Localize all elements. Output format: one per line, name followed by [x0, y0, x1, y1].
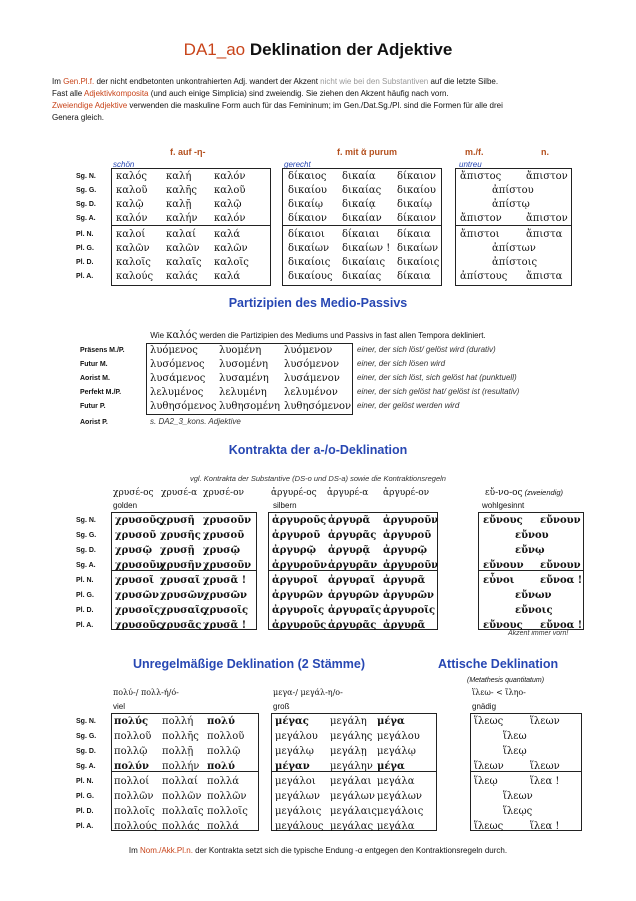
- form-cell: ἀργυραῖ: [328, 575, 376, 586]
- form-cell: πολλοῖς: [207, 806, 248, 817]
- row-label: Perfekt M./P.: [80, 389, 122, 396]
- form-cell: ἀργυρᾶ: [328, 515, 371, 526]
- form-cell: δίκαιον: [397, 213, 436, 224]
- form-cell: εὔνουν: [540, 560, 581, 571]
- form-cell: χρυσοῖς: [203, 605, 249, 616]
- form-cell: πολλάς: [162, 821, 200, 832]
- form-cell: δίκαιοι: [288, 229, 325, 240]
- form-cell: πολλοῦ: [114, 731, 152, 742]
- form-cell: δικαίῳ: [288, 199, 324, 210]
- form-cell: καλήν: [166, 213, 198, 224]
- meaning-golden: golden: [113, 501, 138, 510]
- form-cell: καλαί: [166, 229, 197, 240]
- form-cell: χρυσῶν: [203, 590, 247, 601]
- form-cell: καλόν: [214, 213, 246, 224]
- form-cell: χρυσῇ: [160, 545, 195, 556]
- form-cell: μεγάλῃ: [330, 746, 367, 757]
- form-cell: ἀργυροῦ: [383, 530, 432, 541]
- kontrakta-subline: vgl. Kontrakta der Substantive (DS-o und DS-a) sowie die Kontraktionsregeln: [190, 474, 446, 483]
- form-cell: λυόμενον: [284, 345, 333, 356]
- form-cell: χρυσοῦν: [203, 515, 252, 526]
- form-cell: ἀργυροῦν: [272, 560, 328, 571]
- form-cell: χρυσῶν: [115, 590, 159, 601]
- form-cell: δίκαιον: [288, 213, 327, 224]
- row-label: Sg. N.: [76, 517, 96, 524]
- form-cell: ἀργυρᾶς: [328, 620, 377, 631]
- page-title: [0, 40, 636, 60]
- form-cell: πολλά: [207, 821, 240, 832]
- sg-pl-divider: [282, 225, 442, 226]
- form-cell: ἄπιστοι: [460, 229, 500, 240]
- form-cell: πολλῷ: [207, 746, 241, 757]
- form-cell: εὔνουν: [483, 560, 524, 571]
- form-cell: λυθησομένη: [219, 401, 281, 412]
- form-cell: δικαίων: [288, 243, 330, 254]
- form-cell: πολλῇ: [162, 746, 194, 757]
- row-label: Pl. A.: [76, 823, 94, 830]
- form-cell: ἀπίστους: [460, 271, 508, 282]
- form-cell: μεγάλης: [330, 731, 373, 742]
- form-cell: ἵλεων: [474, 761, 504, 772]
- header-eta: f. auf -η-: [170, 147, 206, 157]
- form-cell: μεγάλῳ: [275, 746, 314, 757]
- form-cell: ἀργυραῖς: [328, 605, 382, 616]
- form-cell: δίκαιος: [288, 171, 327, 182]
- form-cell: εὔνων: [515, 590, 552, 601]
- form-cell: μέγα: [377, 761, 405, 772]
- form-cell: ἀργυροῖ: [272, 575, 319, 586]
- meaning-silbern: silbern: [273, 501, 297, 510]
- header-alpha-purum: f. mit ᾰ purum: [337, 147, 398, 157]
- form-cell: πολλή: [162, 716, 194, 727]
- participle-meaning: einer, der sich löst/ gelöst wird (durativ): [357, 345, 496, 354]
- form-cell: καλάς: [166, 271, 198, 282]
- stem-label: ἀργυρέ-ος: [271, 488, 317, 498]
- form-cell: ἵλεως: [474, 821, 504, 832]
- form-cell: εὔνῳ: [515, 545, 545, 556]
- form-cell: πολλῶν: [162, 791, 202, 802]
- partizipien-intro: Wie καλός werden die Partizipien des Mediums und Passivs in fast allen Tempora dekliniert.: [150, 330, 486, 341]
- row-label: Präsens M./P.: [80, 347, 125, 354]
- form-cell: καλόν: [116, 213, 148, 224]
- form-cell: ἀργυρᾶς: [328, 530, 377, 541]
- row-label: Pl. A.: [76, 273, 94, 280]
- form-cell: καλῇ: [166, 199, 192, 210]
- heading-partizipien: Partizipien des Medio-Passivs: [228, 296, 408, 310]
- participle-meaning: einer, der sich löst, sich gelöst hat (punktuell): [357, 373, 517, 382]
- form-cell: μεγάλα: [377, 821, 415, 832]
- form-cell: καλαῖς: [166, 257, 202, 268]
- form-cell: ἀργυρῷ: [383, 545, 428, 556]
- form-cell: χρυσᾶ !: [203, 620, 247, 631]
- form-cell: μέγας: [275, 716, 309, 727]
- form-cell: ἀργυρῷ: [272, 545, 317, 556]
- form-cell: δικαίου: [397, 185, 436, 196]
- form-cell: ἀργυρᾶν: [328, 560, 378, 571]
- form-cell: καλά: [214, 271, 241, 282]
- participle-meaning: einer, der sich gelöst hat/ gelöst ist (resultativ): [357, 387, 520, 396]
- form-cell: πολύ: [207, 716, 235, 727]
- row-label: Sg. G.: [76, 532, 97, 539]
- form-cell: ἵλεα !: [530, 776, 560, 787]
- form-cell: εὔνου: [515, 530, 549, 541]
- form-cell: πολύς: [114, 716, 149, 727]
- form-cell: δικαίων: [397, 243, 439, 254]
- meaning-viel: viel: [113, 702, 126, 711]
- form-cell: εὔνουν: [540, 515, 581, 526]
- footer-note: Im Nom./Akk.Pl.n. der Kontrakta setzt sich die typische Endung -α entgegen den Kontraktionsregeln durch.: [128, 846, 508, 855]
- form-cell: χρυσοῦς: [115, 515, 163, 526]
- form-cell: χρυσοῖ: [115, 575, 155, 586]
- form-cell: ἀργυροῦν: [383, 560, 439, 571]
- form-cell: μεγάλαις: [330, 806, 378, 817]
- meaning-wohlgesinnt: wohlgesinnt: [482, 501, 525, 510]
- form-cell: εὔνους: [483, 515, 523, 526]
- title-text: Deklination der Adjektive: [249, 40, 453, 59]
- form-cell: λυσόμενος: [150, 359, 205, 370]
- form-cell: μέγαν: [275, 761, 310, 772]
- form-cell: λυθησόμενος: [150, 401, 217, 412]
- form-cell: μεγάλα: [377, 776, 415, 787]
- stem-label: χρυσέ-α: [161, 488, 198, 498]
- row-label: Sg. D.: [76, 547, 96, 554]
- form-cell: καλά: [214, 229, 241, 240]
- sg-pl-divider: [455, 225, 572, 226]
- form-cell: λυθησόμενον: [284, 401, 352, 412]
- form-cell: πολλούς: [114, 821, 157, 832]
- form-cell: ἵλεῳς: [503, 806, 533, 817]
- participle-meaning: einer, der sich lösen wird: [357, 359, 446, 368]
- form-cell: ἀργυροῖς: [383, 605, 436, 616]
- form-cell: πολύ: [207, 761, 235, 772]
- form-cell: δικαίας: [342, 271, 382, 282]
- form-cell: πολλῶν: [114, 791, 154, 802]
- row-label: Pl. D.: [76, 607, 94, 614]
- form-cell: χρυσῆ: [160, 515, 195, 526]
- header-mf: m./f.: [465, 147, 484, 157]
- form-cell: δικαίαις: [342, 257, 386, 268]
- row-label: Pl. N.: [76, 231, 94, 238]
- heading-unregelmaessig: Unregelmäßige Deklination (2 Stämme): [133, 657, 366, 671]
- form-cell: δίκαιον: [397, 171, 436, 182]
- form-cell: λελυμένη: [219, 387, 267, 398]
- form-cell: δικαία: [342, 171, 376, 182]
- form-cell: καλῶν: [166, 243, 200, 254]
- form-cell: ἀργυρᾷ: [328, 545, 371, 556]
- form-cell: λυσαμένη: [219, 373, 269, 384]
- form-cell: μεγάλοις: [275, 806, 322, 817]
- form-cell: δίκαια: [397, 271, 431, 282]
- form-cell: λελυμένος: [150, 387, 204, 398]
- form-cell: ἄπιστος: [460, 171, 502, 182]
- form-cell: ἀργυροῦ: [272, 530, 321, 541]
- form-cell: λυόμενος: [150, 345, 198, 356]
- form-cell: καλῷ: [116, 199, 144, 210]
- form-cell: ἀργυροῦν: [383, 515, 439, 526]
- form-cell: χρυσᾶ !: [203, 575, 247, 586]
- meaning-untreu: untreu: [459, 160, 482, 169]
- form-cell: ἄπιστον: [526, 171, 568, 182]
- row-label: Pl. D.: [76, 808, 94, 815]
- form-cell: ἄπιστα: [526, 271, 563, 282]
- form-cell: ἀργυρᾶ: [383, 620, 426, 631]
- form-cell: χρυσῶν: [160, 590, 204, 601]
- form-cell: ἵλεῳ: [503, 746, 527, 757]
- form-cell: ἀργυρῶν: [383, 590, 434, 601]
- form-cell: ἀπίστου: [492, 185, 534, 196]
- stem-megas: μεγα-/ μεγάλ-η/ο-: [273, 688, 343, 697]
- row-label: Sg. A.: [76, 562, 96, 569]
- form-cell: πολλῆς: [162, 731, 199, 742]
- form-cell: μεγάλων: [275, 791, 320, 802]
- form-cell: δικαίαν: [342, 213, 382, 224]
- row-label: Sg. D.: [76, 748, 96, 755]
- row-label: Sg. A.: [76, 215, 96, 222]
- form-cell: πολλήν: [162, 761, 200, 772]
- form-cell: δικαίᾳ: [342, 199, 376, 210]
- aorist-note: s. DA2_3_kons. Adjektive: [150, 417, 241, 426]
- form-cell: χρυσοῦν: [203, 560, 252, 571]
- form-cell: πολλά: [207, 776, 240, 787]
- form-cell: δικαίῳ: [397, 199, 433, 210]
- form-cell: πολλοῖς: [114, 806, 155, 817]
- meaning-gross: groß: [273, 702, 290, 711]
- stem-label: ἀργυρέ-ον: [383, 488, 430, 498]
- form-cell: ἀργυροῦς: [272, 620, 327, 631]
- form-cell: χρυσοῦς: [115, 620, 163, 631]
- row-label: Sg. G.: [76, 187, 97, 194]
- stem-polys: πολύ-/ πολλ-ή/ό-: [113, 688, 179, 697]
- form-cell: δίκαια: [397, 229, 431, 240]
- row-label: Futur M.: [80, 361, 108, 368]
- form-cell: χρυσοῖς: [115, 605, 161, 616]
- form-cell: πολλαῖς: [162, 806, 204, 817]
- row-label: Aorist M.: [80, 375, 110, 382]
- row-label: Sg. A.: [76, 763, 96, 770]
- form-cell: ἵλεων: [530, 716, 560, 727]
- form-cell: ἀργυροῖς: [272, 605, 325, 616]
- form-cell: καλῶν: [116, 243, 150, 254]
- form-cell: πολλοῦ: [207, 731, 245, 742]
- form-cell: καλοῦ: [214, 185, 246, 196]
- form-cell: ἀπίστων: [492, 243, 536, 254]
- heading-attisch: Attische Deklination: [438, 657, 559, 671]
- row-label: Pl. G.: [76, 592, 94, 599]
- form-cell: μεγάλους: [275, 821, 324, 832]
- participle-meaning: einer, der gelöst werden wird: [357, 401, 460, 410]
- form-cell: ἄπιστον: [460, 213, 502, 224]
- form-cell: εὖνοι: [483, 575, 515, 586]
- header-n: n.: [541, 147, 549, 157]
- form-cell: καλοῖς: [214, 257, 249, 268]
- form-cell: ἀργυρῶν: [328, 590, 379, 601]
- form-cell: χρυσοῦ: [115, 530, 157, 541]
- form-cell: ἀργυρῶν: [272, 590, 323, 601]
- form-cell: μέγα: [377, 716, 405, 727]
- accent-note: Akzent immer vorn!: [508, 630, 569, 637]
- form-cell: δικαίους: [288, 271, 333, 282]
- form-cell: πολλῶν: [207, 791, 247, 802]
- row-label: Sg. N.: [76, 718, 96, 725]
- form-cell: χρυσῆς: [160, 530, 201, 541]
- form-cell: μεγάλων: [330, 791, 375, 802]
- form-cell: λυομένη: [219, 345, 262, 356]
- form-cell: ἵλεων: [530, 761, 560, 772]
- form-cell: μεγάλη: [330, 716, 367, 727]
- row-label: Pl. D.: [76, 259, 94, 266]
- form-cell: ἀπίστοις: [492, 257, 538, 268]
- form-cell: μεγάλῳ: [377, 746, 416, 757]
- form-cell: ἀπίστῳ: [492, 199, 530, 210]
- form-cell: καλοί: [116, 229, 146, 240]
- row-label: Pl. A.: [76, 622, 94, 629]
- stem-label: χρυσέ-ον: [203, 488, 244, 498]
- form-cell: μεγάλου: [377, 731, 420, 742]
- meaning-gerecht: gerecht: [284, 160, 311, 169]
- form-cell: ἵλεῳ: [474, 776, 498, 787]
- meaning-schoen: schön: [113, 160, 135, 169]
- form-cell: λυσόμενον: [284, 359, 340, 370]
- form-cell: μεγάλων: [377, 791, 422, 802]
- form-cell: δικαίου: [288, 185, 327, 196]
- form-cell: καλοῖς: [116, 257, 151, 268]
- form-cell: δικαίας: [342, 185, 382, 196]
- form-cell: χρυσῆν: [160, 560, 202, 571]
- form-cell: ἀργυρᾶ: [383, 575, 426, 586]
- row-label: Futur P.: [80, 403, 106, 410]
- form-cell: δίκαιαι: [342, 229, 380, 240]
- form-cell: πολλαί: [162, 776, 198, 787]
- form-cell: μεγάλην: [330, 761, 373, 772]
- heading-kontrakta: Kontrakta der a-/o-Deklination: [228, 443, 408, 457]
- form-cell: πολλῷ: [114, 746, 148, 757]
- form-cell: χρυσαῖς: [160, 605, 207, 616]
- form-cell: χρυσοῦ: [203, 530, 245, 541]
- metathesis-note: (Metathesis quantitatum): [467, 677, 545, 684]
- form-cell: μεγάλας: [330, 821, 374, 832]
- row-label: Pl. G.: [76, 245, 94, 252]
- form-cell: λυσάμενον: [284, 373, 340, 384]
- form-cell: ἄπιστον: [526, 213, 568, 224]
- form-cell: εὔνοις: [515, 605, 553, 616]
- form-cell: καλή: [166, 171, 192, 182]
- form-cell: χρυσαῖ: [160, 575, 201, 586]
- form-cell: ἵλεων: [503, 791, 533, 802]
- form-cell: εὔνοα !: [540, 575, 583, 586]
- form-cell: καλῷ: [214, 199, 242, 210]
- form-cell: μεγάλοις: [377, 806, 424, 817]
- form-cell: εὔνους: [483, 620, 523, 631]
- form-cell: ἵλεως: [474, 716, 504, 727]
- form-cell: δικαίοις: [397, 257, 440, 268]
- form-cell: καλόν: [214, 171, 246, 182]
- sg-pl-divider: [111, 225, 271, 226]
- form-cell: μεγάλου: [275, 731, 318, 742]
- form-cell: μεγάλοι: [275, 776, 316, 787]
- form-cell: λυσομένη: [219, 359, 269, 370]
- form-cell: καλοῦ: [116, 185, 148, 196]
- form-cell: ἄπιστα: [526, 229, 563, 240]
- stem-hileos: ἵλεω- < ἵληο-: [472, 688, 526, 697]
- stem-label: χρυσέ-ος: [113, 488, 154, 498]
- form-cell: δικαίοις: [288, 257, 331, 268]
- form-cell: ἀργυροῦς: [272, 515, 327, 526]
- intro-text: Im Gen.Pl.f. der nicht endbetonten unkontrahierten Adj. wandert der Akzent nicht wie bei den Substantiven auf die letzte Silbe. Fast alle Adjektivkomposita (und auch einige Simplicia) sind zweiendig. Sie ziehen den Akzent häufig nach vorn. Zweiendige Adjektive verwenden die maskuline Form auch für das Femininum; im Gen./Dat.Sg./Pl. sind die Formen für alle drei Genera gleich.: [52, 77, 503, 122]
- row-label: Pl. N.: [76, 577, 94, 584]
- form-cell: καλούς: [116, 271, 154, 282]
- row-label: Aorist P.: [80, 419, 108, 426]
- stem-label: ἀργυρέ-α: [327, 488, 369, 498]
- form-cell: πολλοί: [114, 776, 150, 787]
- row-label: Sg. D.: [76, 201, 96, 208]
- document-code: DA1_ao: [183, 40, 246, 59]
- row-label: Sg. N.: [76, 173, 96, 180]
- form-cell: μεγάλαι: [330, 776, 372, 787]
- form-cell: εὔνοα !: [540, 620, 583, 631]
- row-label: Pl. G.: [76, 793, 94, 800]
- form-cell: χρυσᾶς: [160, 620, 202, 631]
- form-cell: πολύν: [114, 761, 149, 772]
- stem-eunoos: εὔ-νο-ος (zweiendig): [485, 488, 564, 498]
- form-cell: ἵλεα !: [530, 821, 560, 832]
- form-cell: χρυσῷ: [203, 545, 241, 556]
- form-cell: καλός: [116, 171, 147, 182]
- form-cell: καλῆς: [166, 185, 197, 196]
- meaning-gnaedig: gnädig: [472, 702, 497, 711]
- form-cell: καλῶν: [214, 243, 248, 254]
- form-cell: λελυμένον: [284, 387, 338, 398]
- form-cell: χρυσοῦν: [115, 560, 164, 571]
- row-label: Pl. N.: [76, 778, 94, 785]
- form-cell: δικαίων !: [342, 243, 391, 254]
- form-cell: χρυσῷ: [115, 545, 153, 556]
- form-cell: ἵλεω: [503, 731, 527, 742]
- row-label: Sg. G.: [76, 733, 97, 740]
- form-cell: λυσάμενος: [150, 373, 206, 384]
